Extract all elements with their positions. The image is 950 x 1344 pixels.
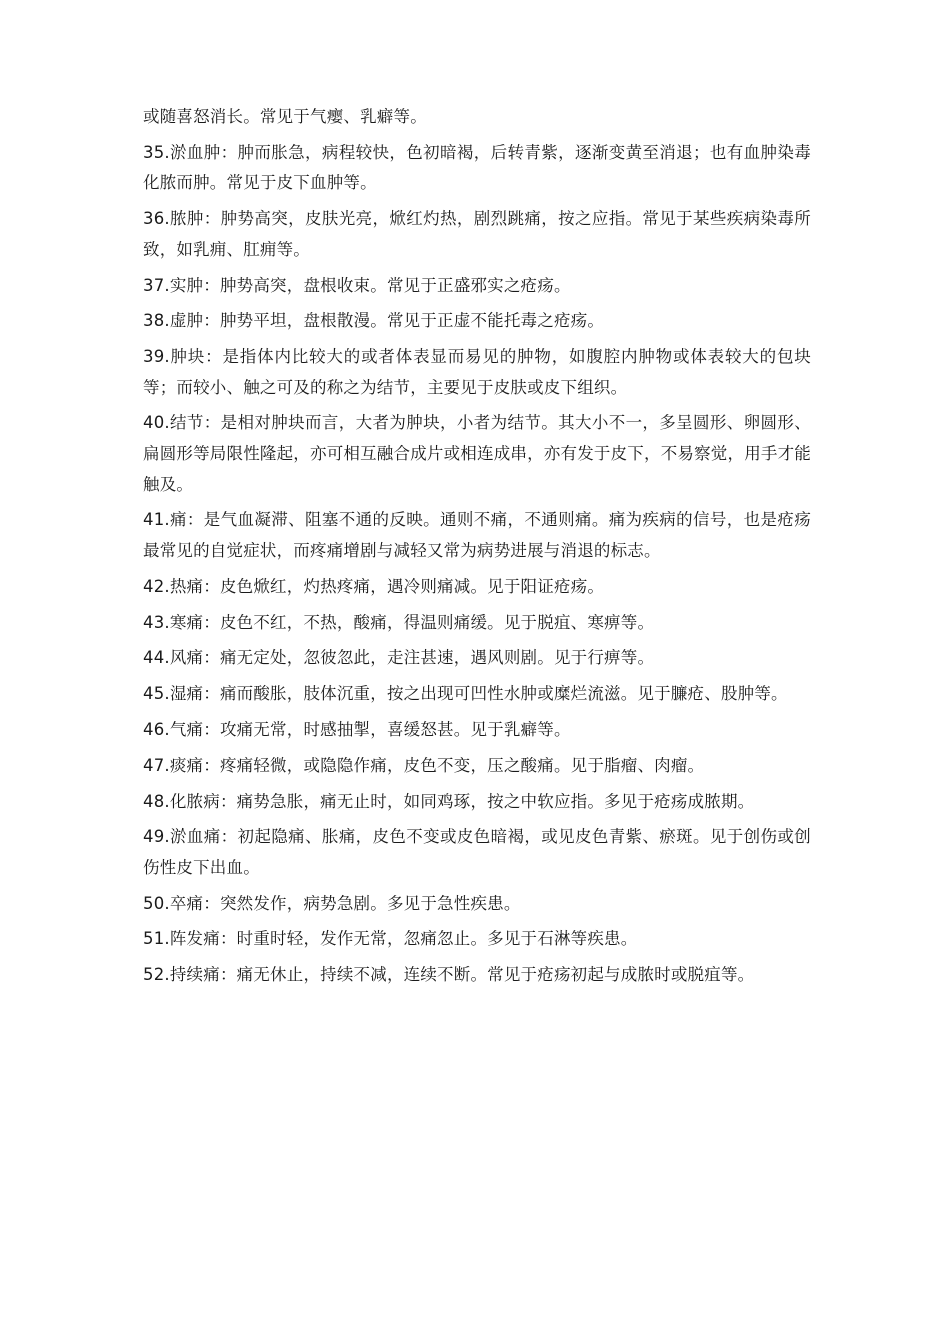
document-body (143, 102, 811, 996)
paragraph-item-49: 49.淤血痛：初起隐痛、胀痛，皮色不变或皮色暗褐，或见皮色青紫、瘀斑。见于创伤或创伤性皮下出血。 (143, 827, 811, 877)
paragraph-item-48: 48.化脓病：痛势急胀，痛无止时，如同鸡琢，按之中软应指。多见于疮疡成脓期。 (143, 791, 755, 811)
paragraph-item-36: 36.脓肿：肿势高突，皮肤光亮，焮红灼热，剧烈跳痛，按之应指。常见于某些疾病染毒所致，如乳痈、肛痈等。 (143, 209, 811, 259)
paragraph-item-52: 52.持续痛：痛无休止，持续不减，连续不断。常见于疮疡初起与成脓时或脱疽等。 (143, 965, 755, 985)
paragraph-item-43: 43.寒痛：皮色不红，不热，酸痛，得温则痛缓。见于脱疽、寒痹等。 (143, 612, 655, 632)
paragraph-item-46: 46.气痛：攻痛无常，时感抽掣，喜缓怒甚。见于乳癖等。 (143, 719, 571, 739)
paragraph-item-38: 38.虚肿：肿势平坦，盘根散漫。常见于正虚不能托毒之疮疡。 (143, 311, 605, 331)
paragraph-item-39: 39.肿块：是指体内比较大的或者体表显而易见的肿物，如腹腔内肿物或体表较大的包块等；而较小、触之可及的称之为结节，主要见于皮肤或皮下组织。 (143, 347, 811, 397)
paragraph-item-45: 45.湿痛：痛而酸胀，肢体沉重，按之出现可凹性水肿或糜烂流滋。见于臁疮、股肿等。 (143, 684, 788, 704)
paragraph-continuation: 或随喜怒消长。常见于气瘿、乳癖等。 (143, 107, 427, 126)
paragraph-item-37: 37.实肿：肿势高突，盘根收束。常见于正盛邪实之疮疡。 (143, 275, 571, 295)
paragraph-item-50: 50.卒痛：突然发作，病势急剧。多见于急性疾患。 (143, 893, 521, 913)
paragraph-item-40: 40.结节：是相对肿块而言，大者为肿块，小者为结节。其大小不一，多呈圆形、卵圆形、扁圆形等局限性隆起，亦可相互融合成片或相连成串，亦有发于皮下，不易察觉，用手才能触及。 (143, 413, 811, 494)
paragraph-item-44: 44.风痛：痛无定处，忽彼忽此，走注甚速，遇风则剧。见于行痹等。 (143, 648, 655, 668)
paragraph-item-35: 35.淤血肿：肿而胀急，病程较快，色初暗褐，后转青紫，逐渐变黄至消退；也有血肿染毒化脓而肿。常见于皮下血肿等。 (143, 142, 811, 193)
paragraph-item-51: 51.阵发痛：时重时轻，发作无常，忽痛忽止。多见于石淋等疾患。 (143, 929, 638, 949)
paragraph-item-42: 42.热痛：皮色焮红，灼热疼痛，遇冷则痛减。见于阳证疮疡。 (143, 576, 605, 596)
paragraph-item-41: 41.痛：是气血凝滞、阻塞不通的反映。通则不痛，不通则痛。痛为疾病的信号，也是疮疡最常见的自觉症状，而疼痛增剧与减轻又常为病势进展与消退的标志。 (143, 510, 811, 561)
paragraph-item-47: 47.痰痛：疼痛轻微，或隐隐作痛，皮色不变，压之酸痛。见于脂瘤、肉瘤。 (143, 755, 705, 775)
